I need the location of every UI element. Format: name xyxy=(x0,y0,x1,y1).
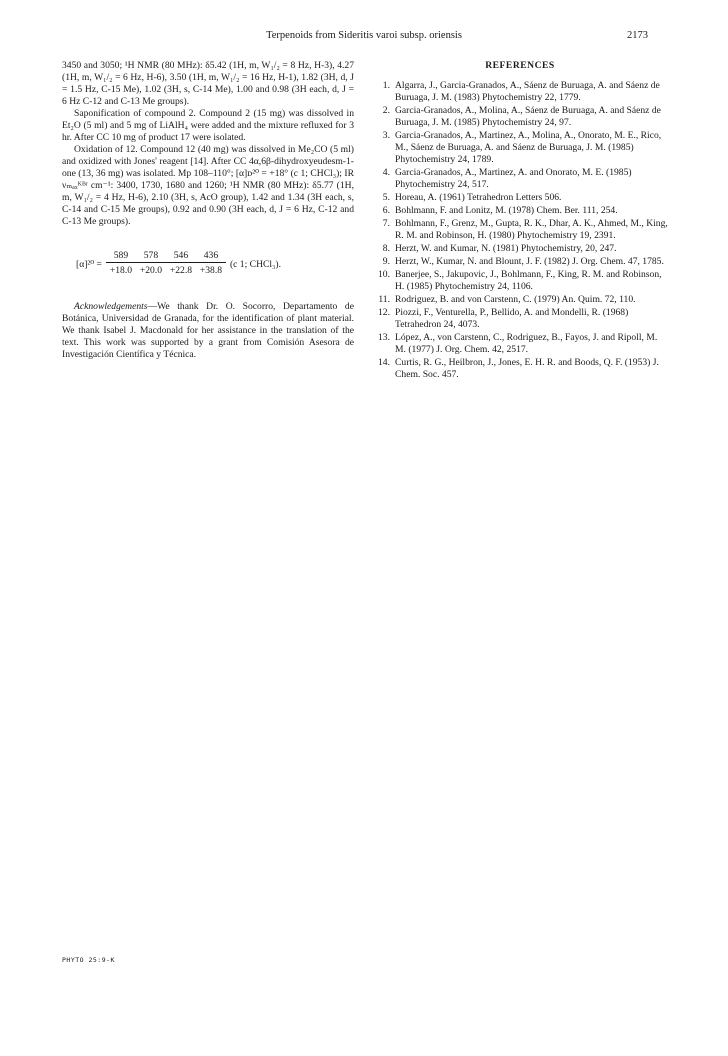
references-column xyxy=(372,60,668,382)
running-header: Terpenoids from Sideritis varoi subsp. oriensis xyxy=(266,30,462,41)
reference-number: 12. xyxy=(378,307,390,318)
reference-number: 3. xyxy=(382,130,390,141)
reference-item xyxy=(372,307,668,331)
wavelength: 578 xyxy=(143,250,159,261)
reference-item xyxy=(372,269,668,293)
reference-number: 11. xyxy=(378,294,390,305)
reference-text: Horeau, A. (1961) Tetrahedron Letters 506. xyxy=(395,192,562,203)
oxidation-paragraph: Oxidation of 12. Compound 12 (40 mg) was dissolved in Me₂CO (5 ml) and oxidized with Jones' reagent [14]. After CC 4α,6β-dihydroxyeudesm-1-one (13, 36 mg) was isolated. Mp 108–110°; [α]ᴅ²⁰ = +18° (c 1; CHCl₃); IR νₘₐₓᴷᴮʳ cm⁻¹: 3400, 1730, 1680 and 1260; ¹H NMR (80 MHz): δ5.77 (1H, m, W₁/₂ = 4 Hz, H-6), 2.10 (3H, s, AcO group), 1.42 and 1.34 (3H each, s, C-14 and C-15 Me groups), 0.92 and 0.90 (3H each, d, J = 6 Hz, C-12 and C-13 Me groups). xyxy=(62,144,354,227)
reference-text: Garcia-Granados, A., Molina, A., Sáenz de Buruaga, A. and Sáenz de Buruaga, J. M. (1985) Phytochemistry 24, 97. xyxy=(395,105,661,128)
acknowledgements-heading: Acknowledgements xyxy=(74,301,148,312)
reference-text: Garcia-Granados, A., Martinez, A. and Onorato, M. E. (1985) Phytochemistry 24, 517. xyxy=(395,167,632,190)
reference-number: 9. xyxy=(382,256,390,267)
wavelength: 436 xyxy=(203,250,219,261)
nmr-paragraph: 3450 and 3050; ¹H NMR (80 MHz): δ5.42 (1H, m, W₁/₂ = 8 Hz, H-3), 4.27 (1H, m, W₁/₂ = 6 Hz, H-6), 3.50 (1H, m, W₁/₂ = 16 Hz, H-1), 1.82 (3H, d, J = 1.5 Hz, C-15 Me), 1.02 (3H, s, C-14 Me), 1.00 and 0.98 (3H each, d, J = 6 Hz C-12 and C-13 Me groups). xyxy=(62,60,354,107)
reference-number: 14. xyxy=(378,357,390,368)
reference-text: López, A., von Carstenn, C., Rodriguez, B., Fayos, J. and Ripoll, M. M. (1977) J. Org. Chem. 42, 2517. xyxy=(395,332,658,355)
rotation-value: +22.8 xyxy=(169,265,193,276)
page-number: 2173 xyxy=(627,30,648,41)
reference-text: Curtis, R. G., Heilbron, J., Jones, E. H. R. and Boods, Q. F. (1953) J. Chem. Soc. 457. xyxy=(395,357,659,380)
reference-text: Herzt, W. and Kumar, N. (1981) Phytochemistry, 20, 247. xyxy=(395,243,617,254)
rotation-fraction xyxy=(106,250,226,277)
reference-number: 1. xyxy=(382,80,390,91)
acknowledgements-text: —We thank Dr. O. Socorro, Departamento de Botánica, Universidad de Granada, for the identification of plant material. We thank Isabel J. Macdonald for her assistance in the translation of the text. This work was supported by a grant from Comisión Asesora de Investigación Científica y Técnica. xyxy=(62,301,354,360)
reference-number: 10. xyxy=(378,269,390,280)
reference-item xyxy=(372,167,668,191)
reference-item xyxy=(372,130,668,166)
reference-text: Rodriguez, B. and von Carstenn, C. (1979) An. Quim. 72, 110. xyxy=(395,294,636,305)
reference-number: 13. xyxy=(378,332,390,343)
reference-number: 7. xyxy=(382,218,390,229)
reference-item xyxy=(372,218,668,242)
reference-number: 2. xyxy=(382,105,390,116)
reference-text: Banerjee, S., Jakupovic, J., Bohlmann, F., King, R. M. and Robinson, H. (1985) Phytochemistry 24, 1106. xyxy=(395,269,662,292)
optical-rotation-formula xyxy=(76,250,354,277)
rotation-value: +20.0 xyxy=(139,265,163,276)
reference-number: 5. xyxy=(382,192,390,203)
reference-item xyxy=(372,294,668,306)
reference-number: 6. xyxy=(382,205,390,216)
reference-text: Herzt, W., Kumar, N. and Blount, J. F. (1982) J. Org. Chem. 47, 1785. xyxy=(395,256,664,267)
saponification-paragraph: Saponification of compound 2. Compound 2 (15 mg) was dissolved in Et₂O (5 ml) and 5 mg of LiAlH₄ were added and the mixture refluxed for 3 hr. After CC 10 mg of product 17 were isolated. xyxy=(62,108,354,143)
references-heading: REFERENCES xyxy=(485,60,555,71)
reference-item xyxy=(372,332,668,356)
reference-text: Garcia-Granados, A., Martinez, A., Molina, A., Onorato, M. E., Rico, M., Sáenz de Buruaga, A. and Sáenz de Buruaga, J. M. (1985) Phytochemistry 24, 1789. xyxy=(395,130,662,165)
reference-item xyxy=(372,256,668,268)
reference-number: 4. xyxy=(382,167,390,178)
rotation-value: +38.8 xyxy=(199,265,223,276)
reference-item xyxy=(372,192,668,204)
reference-text: Algarra, J., Garcia-Granados, A., Sáenz de Buruaga, A. and Sáenz de Buruaga, J. M. (1983) Phytochemistry 22, 1779. xyxy=(395,80,660,103)
reference-item xyxy=(372,243,668,255)
wavelength: 546 xyxy=(173,250,189,261)
footer-code: PHYTO 25:9-K xyxy=(62,956,115,964)
wavelength: 589 xyxy=(113,250,129,261)
reference-text: Bohlmann, F., Grenz, M., Gupta, R. K., Dhar, A. K., Ahmed, M., King, R. M. and Robinson, H. (1980) Phytochemistry 19, 2391. xyxy=(395,218,668,241)
rotation-label: [α]²⁰ = xyxy=(76,258,102,270)
reference-number: 8. xyxy=(382,243,390,254)
rotation-value: +18.0 xyxy=(109,265,133,276)
reference-item xyxy=(372,105,668,129)
reference-text: Bohlmann, F. and Lonitz, M. (1978) Chem. Ber. 111, 254. xyxy=(395,205,618,216)
reference-item xyxy=(372,205,668,217)
acknowledgements-paragraph xyxy=(62,301,354,361)
rotation-conditions: (c 1; CHCl₃). xyxy=(229,258,281,270)
reference-item xyxy=(372,80,668,104)
reference-item xyxy=(372,357,668,381)
reference-text: Piozzi, F., Venturella, P., Bellido, A. and Mondelli, R. (1968) Tetrahedron 24, 4073. xyxy=(395,307,629,330)
left-column xyxy=(62,60,354,361)
